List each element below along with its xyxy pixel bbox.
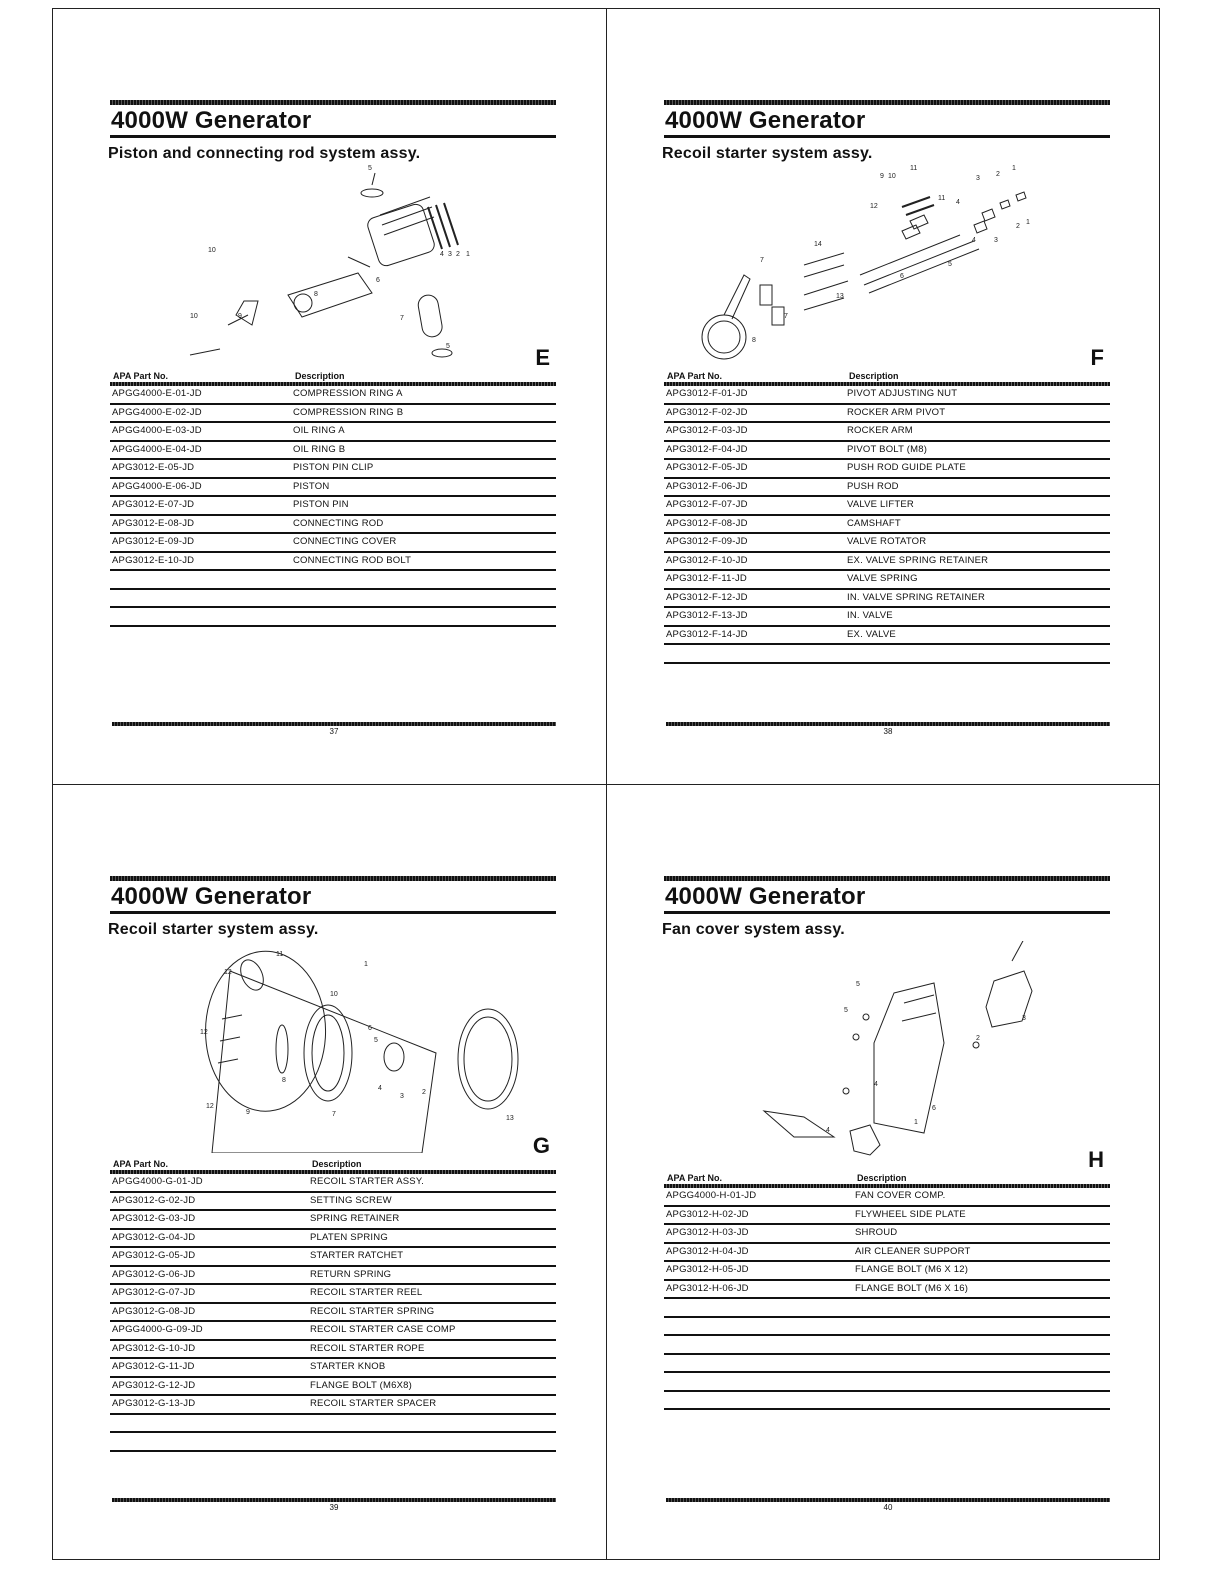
part-description: PIVOT ADJUSTING NUT xyxy=(847,388,958,399)
diagram-callout: 9 xyxy=(246,1109,250,1116)
parts-table-header xyxy=(110,1159,556,1170)
part-number: APG3012-G-03-JD xyxy=(112,1213,196,1224)
table-row xyxy=(664,460,1110,479)
table-row xyxy=(664,1207,1110,1226)
diagram-callout: 4 xyxy=(956,199,960,206)
title-rule-bottom xyxy=(110,911,556,914)
parts-table-header xyxy=(664,1173,1110,1184)
part-number: APGG4000-H-01-JD xyxy=(666,1190,757,1201)
page-footer xyxy=(666,1498,1110,1512)
diagram-callout: 1 xyxy=(466,251,470,258)
part-number: APG3012-H-06-JD xyxy=(666,1282,749,1294)
blank-row xyxy=(110,1415,556,1434)
parts-table-header xyxy=(664,371,1110,382)
blank-row xyxy=(664,1318,1110,1337)
diagram-callout: 12 xyxy=(224,969,232,976)
footer-rule xyxy=(666,722,1110,726)
part-number: APG3012-H-02-JD xyxy=(666,1208,749,1220)
table-row xyxy=(664,1188,1110,1207)
diagram-callout: 6 xyxy=(376,277,380,284)
part-number: APG3012-G-13-JD xyxy=(112,1398,196,1409)
part-description: OIL RING B xyxy=(293,443,346,455)
page-number: 40 xyxy=(883,1503,893,1512)
part-description: RECOIL STARTER SPACER xyxy=(310,1398,437,1409)
part-number: APG3012-E-05-JD xyxy=(112,462,195,473)
part-description: EX. VALVE xyxy=(847,628,896,640)
parts-rows xyxy=(110,386,556,571)
section-subtitle: Recoil starter system assy. xyxy=(108,921,319,938)
part-description: VALVE ROTATOR xyxy=(847,536,927,547)
diagram-callout: 3 xyxy=(400,1093,404,1100)
table-row xyxy=(110,442,556,461)
section-letter: E xyxy=(535,345,550,370)
table-row xyxy=(664,534,1110,553)
diagram-callout: 1 xyxy=(1026,219,1030,226)
table-row xyxy=(664,1244,1110,1263)
diagram-callout: 13 xyxy=(836,293,844,300)
part-description: CONNECTING COVER xyxy=(293,536,397,547)
part-description: PISTON xyxy=(293,480,330,492)
diagram-callout: 7 xyxy=(784,313,788,320)
part-number: APG3012-F-09-JD xyxy=(666,536,748,547)
table-row xyxy=(110,1322,556,1341)
section-subtitle: Recoil starter system assy. xyxy=(662,145,873,162)
part-number: APG3012-F-07-JD xyxy=(666,499,748,510)
part-description: VALVE LIFTER xyxy=(847,499,914,510)
diagram-callout: 3 xyxy=(1022,1015,1026,1022)
part-description: FLANGE BOLT (M6 X 12) xyxy=(855,1264,969,1275)
part-description: RECOIL STARTER SPRING xyxy=(310,1305,435,1317)
diagram-callout: 4 xyxy=(972,237,976,244)
diagram-callout: 9 xyxy=(238,313,242,320)
diagram-callout: 5 xyxy=(368,165,372,172)
exploded-diagram-fan-cover xyxy=(664,941,1110,1172)
parts-table xyxy=(664,1173,1110,1410)
part-description: FLANGE BOLT (M6X8) xyxy=(310,1379,412,1391)
page-number: 37 xyxy=(329,727,339,736)
part-description: SHROUD xyxy=(855,1227,898,1238)
table-row xyxy=(110,1174,556,1193)
page-h xyxy=(662,876,1110,1512)
part-description: CONNECTING ROD BOLT xyxy=(293,554,412,566)
table-row xyxy=(110,1230,556,1249)
section-letter: H xyxy=(1088,1147,1104,1172)
page-number: 38 xyxy=(883,727,893,736)
part-description: FLANGE BOLT (M6 X 16) xyxy=(855,1282,969,1294)
part-number: APGG4000-G-01-JD xyxy=(112,1176,203,1187)
diagram-callout: 5 xyxy=(844,1007,848,1014)
part-description: STARTER KNOB xyxy=(310,1361,386,1372)
parts-rows xyxy=(664,386,1110,645)
diagram-callout: 4 xyxy=(378,1085,382,1092)
part-description: RECOIL STARTER ROPE xyxy=(310,1342,425,1354)
diagram-callout: 2 xyxy=(422,1089,426,1096)
diagram-callout: 11 xyxy=(910,165,918,172)
part-number: APGG4000-E-03-JD xyxy=(112,425,202,436)
part-number: APG3012-F-14-JD xyxy=(666,628,748,640)
diagram-callout: 1 xyxy=(1012,165,1016,172)
table-row xyxy=(664,442,1110,461)
part-description: RECOIL STARTER REEL xyxy=(310,1287,423,1298)
table-row xyxy=(110,1359,556,1378)
diagram-callout: 6 xyxy=(932,1105,936,1112)
part-number: APG3012-E-10-JD xyxy=(112,554,195,566)
diagram-callout: 6 xyxy=(900,273,904,280)
part-description: RETURN SPRING xyxy=(310,1268,392,1280)
diagram-callout: 11 xyxy=(938,195,946,202)
part-number: APG3012-F-01-JD xyxy=(666,388,748,399)
page-title: 4000W Generator xyxy=(111,883,312,910)
diagram-callout: 8 xyxy=(282,1077,286,1084)
page-title: 4000W Generator xyxy=(665,107,866,134)
table-row xyxy=(110,534,556,553)
diagram-callout: 3 xyxy=(976,175,980,182)
part-description: COMPRESSION RING A xyxy=(293,388,403,399)
title-rule-top xyxy=(664,876,1110,881)
footer-rule xyxy=(666,1498,1110,1502)
table-row xyxy=(664,497,1110,516)
diagram-callout: 4 xyxy=(826,1127,830,1134)
diagram-callout: 7 xyxy=(332,1111,336,1118)
part-description: VALVE SPRING xyxy=(847,573,918,584)
table-row xyxy=(110,405,556,424)
table-row xyxy=(110,1304,556,1323)
diagram-callout: 10 xyxy=(190,313,198,320)
blank-row xyxy=(664,1299,1110,1318)
table-row xyxy=(110,1248,556,1267)
part-description: SETTING SCREW xyxy=(310,1194,392,1206)
part-description: PUSH ROD xyxy=(847,480,899,492)
table-row xyxy=(664,1262,1110,1281)
blank-row xyxy=(664,1392,1110,1411)
part-number: APG3012-G-07-JD xyxy=(112,1287,196,1298)
title-rule-bottom xyxy=(664,135,1110,138)
page-e xyxy=(108,100,556,736)
diagram-callout: 2 xyxy=(456,251,460,258)
exploded-diagram-piston xyxy=(110,165,556,370)
table-row xyxy=(110,460,556,479)
part-description: IN. VALVE SPRING RETAINER xyxy=(847,591,986,603)
part-number: APG3012-F-06-JD xyxy=(666,480,748,492)
table-row xyxy=(110,1396,556,1415)
diagram-callout: 8 xyxy=(752,337,756,344)
blank-row xyxy=(110,1433,556,1452)
part-description: STARTER RATCHET xyxy=(310,1250,404,1261)
part-number: APG3012-G-12-JD xyxy=(112,1379,196,1391)
diagram-callout: 13 xyxy=(506,1115,514,1122)
table-row xyxy=(110,516,556,535)
part-number: APG3012-F-08-JD xyxy=(666,517,748,529)
table-row xyxy=(664,423,1110,442)
page-footer xyxy=(112,722,556,736)
section-letter: G xyxy=(532,1133,550,1158)
part-number: APG3012-F-02-JD xyxy=(666,406,748,418)
part-description: ROCKER ARM PIVOT xyxy=(847,406,946,418)
diagram-callout: 1 xyxy=(364,961,368,968)
part-description: SPRING RETAINER xyxy=(310,1213,400,1224)
part-description: RECOIL STARTER ASSY. xyxy=(310,1176,424,1187)
part-description: PIVOT BOLT (M8) xyxy=(847,443,928,455)
part-description: PISTON PIN xyxy=(293,499,349,510)
diagram-callout: 9 xyxy=(880,173,884,180)
blank-row xyxy=(664,1355,1110,1374)
part-number: APG3012-F-11-JD xyxy=(666,573,747,584)
page-title: 4000W Generator xyxy=(665,883,866,910)
diagram-callout: 4 xyxy=(440,251,444,258)
part-number: APGG4000-E-06-JD xyxy=(112,480,202,492)
table-row xyxy=(664,553,1110,572)
part-number: APG3012-G-04-JD xyxy=(112,1231,196,1243)
diagram-callout: 12 xyxy=(870,203,878,210)
diagram-callout: 12 xyxy=(200,1029,208,1036)
parts-rows xyxy=(664,1188,1110,1299)
col-description: Description xyxy=(857,1173,907,1183)
part-description: FAN COVER COMP. xyxy=(855,1190,946,1201)
table-row xyxy=(110,1378,556,1397)
diagram-callout: 2 xyxy=(1016,223,1020,230)
diagram-callout: 1 xyxy=(914,1119,918,1126)
exploded-diagram-valvetrain xyxy=(664,165,1110,370)
col-description: Description xyxy=(849,371,899,381)
diagram-callout: 5 xyxy=(856,981,860,988)
table-row xyxy=(664,1225,1110,1244)
diagram-callout: 5 xyxy=(948,261,952,268)
table-row xyxy=(664,479,1110,498)
part-description: PUSH ROD GUIDE PLATE xyxy=(847,462,966,473)
center-divider-horizontal xyxy=(53,784,1159,785)
part-description: COMPRESSION RING B xyxy=(293,406,404,418)
page-footer xyxy=(112,1498,556,1512)
part-description: CONNECTING ROD xyxy=(293,517,384,529)
page-number: 39 xyxy=(329,1503,339,1512)
diagram-callout: 3 xyxy=(448,251,452,258)
table-row xyxy=(110,386,556,405)
part-number: APG3012-G-05-JD xyxy=(112,1250,196,1261)
parts-table xyxy=(110,371,556,627)
parts-rows xyxy=(110,1174,556,1415)
footer-rule xyxy=(112,1498,556,1502)
part-description: FLYWHEEL SIDE PLATE xyxy=(855,1208,966,1220)
table-row xyxy=(664,386,1110,405)
part-number: APG3012-F-13-JD xyxy=(666,610,748,621)
blank-row xyxy=(664,1336,1110,1355)
title-rule-top xyxy=(110,100,556,105)
blank-row xyxy=(110,590,556,609)
section-subtitle: Fan cover system assy. xyxy=(662,921,845,938)
part-description: AIR CLEANER SUPPORT xyxy=(855,1245,971,1257)
page-footer xyxy=(666,722,1110,736)
part-number: APGG4000-G-09-JD xyxy=(112,1324,203,1335)
part-description: EX. VALVE SPRING RETAINER xyxy=(847,554,989,566)
diagram-callout: 10 xyxy=(208,247,216,254)
part-description: RECOIL STARTER CASE COMP xyxy=(310,1324,456,1335)
part-number: APG3012-E-07-JD xyxy=(112,499,195,510)
blank-row xyxy=(664,645,1110,664)
part-number: APG3012-G-06-JD xyxy=(112,1268,196,1280)
part-number: APG3012-G-02-JD xyxy=(112,1194,196,1206)
part-number: APGG4000-E-04-JD xyxy=(112,443,202,455)
part-number: APGG4000-E-02-JD xyxy=(112,406,202,418)
part-number: APG3012-G-11-JD xyxy=(112,1361,195,1372)
table-row xyxy=(664,405,1110,424)
part-number: APG3012-F-12-JD xyxy=(666,591,748,603)
diagram-callout: 3 xyxy=(994,237,998,244)
diagram-callout: 5 xyxy=(446,343,450,350)
diagram-callout: 10 xyxy=(888,173,896,180)
section-subtitle: Piston and connecting rod system assy. xyxy=(108,145,421,162)
diagram-callout: 5 xyxy=(374,1037,378,1044)
table-row xyxy=(664,516,1110,535)
table-row xyxy=(664,1281,1110,1300)
part-number: APG3012-G-10-JD xyxy=(112,1342,196,1354)
col-part-no: APA Part No. xyxy=(113,1159,169,1169)
part-number: APG3012-F-03-JD xyxy=(666,425,748,436)
col-part-no: APA Part No. xyxy=(667,371,723,381)
part-description: CAMSHAFT xyxy=(847,517,901,529)
part-description: ROCKER ARM xyxy=(847,425,913,436)
table-row xyxy=(110,497,556,516)
diagram-callout: 6 xyxy=(368,1025,372,1032)
diagram-callout: 14 xyxy=(814,241,822,248)
col-description: Description xyxy=(312,1159,362,1169)
part-number: APG3012-F-05-JD xyxy=(666,462,748,473)
col-part-no: APA Part No. xyxy=(667,1173,723,1183)
table-row xyxy=(110,1267,556,1286)
diagram-callout: 10 xyxy=(330,991,338,998)
col-part-no: APA Part No. xyxy=(113,371,169,381)
diagram-callout: 12 xyxy=(206,1103,214,1110)
blank-row xyxy=(110,571,556,590)
part-description: PLATEN SPRING xyxy=(310,1231,388,1243)
part-number: APG3012-H-04-JD xyxy=(666,1245,749,1257)
diagram-callout: 11 xyxy=(276,951,284,958)
blank-row xyxy=(110,608,556,627)
title-rule-bottom xyxy=(664,911,1110,914)
page-g xyxy=(108,876,556,1512)
diagram-callout: 7 xyxy=(760,257,764,264)
part-description: OIL RING A xyxy=(293,425,345,436)
table-row xyxy=(110,553,556,572)
footer-rule xyxy=(112,722,556,726)
part-number: APG3012-F-04-JD xyxy=(666,443,748,455)
part-number: APG3012-E-09-JD xyxy=(112,536,195,547)
table-row xyxy=(664,627,1110,646)
diagram-callout: 2 xyxy=(976,1035,980,1042)
page-f xyxy=(662,100,1110,736)
part-description: IN. VALVE xyxy=(847,610,893,621)
part-number: APGG4000-E-01-JD xyxy=(112,388,202,399)
table-row xyxy=(664,590,1110,609)
title-rule-top xyxy=(664,100,1110,105)
section-letter: F xyxy=(1090,345,1104,370)
table-row xyxy=(110,1211,556,1230)
part-number: APG3012-H-05-JD xyxy=(666,1264,749,1275)
table-row xyxy=(110,1285,556,1304)
parts-table xyxy=(664,371,1110,664)
parts-table xyxy=(110,1159,556,1452)
part-description: PISTON PIN CLIP xyxy=(293,462,374,473)
title-rule-top xyxy=(110,876,556,881)
part-number: APG3012-F-10-JD xyxy=(666,554,748,566)
part-number: APG3012-H-03-JD xyxy=(666,1227,749,1238)
col-description: Description xyxy=(295,371,345,381)
table-row xyxy=(110,1193,556,1212)
table-row xyxy=(110,423,556,442)
table-row xyxy=(110,479,556,498)
table-row xyxy=(664,608,1110,627)
part-number: APG3012-G-08-JD xyxy=(112,1305,196,1317)
table-row xyxy=(664,571,1110,590)
diagram-callout: 8 xyxy=(314,291,318,298)
blank-row xyxy=(664,1373,1110,1392)
page-title: 4000W Generator xyxy=(111,107,312,134)
diagram-callout: 4 xyxy=(874,1081,878,1088)
table-row xyxy=(110,1341,556,1360)
diagram-callout: 2 xyxy=(996,171,1000,178)
part-number: APG3012-E-08-JD xyxy=(112,517,195,529)
parts-table-header xyxy=(110,371,556,382)
exploded-diagram-recoil xyxy=(110,941,556,1158)
diagram-callout: 7 xyxy=(400,315,404,322)
title-rule-bottom xyxy=(110,135,556,138)
